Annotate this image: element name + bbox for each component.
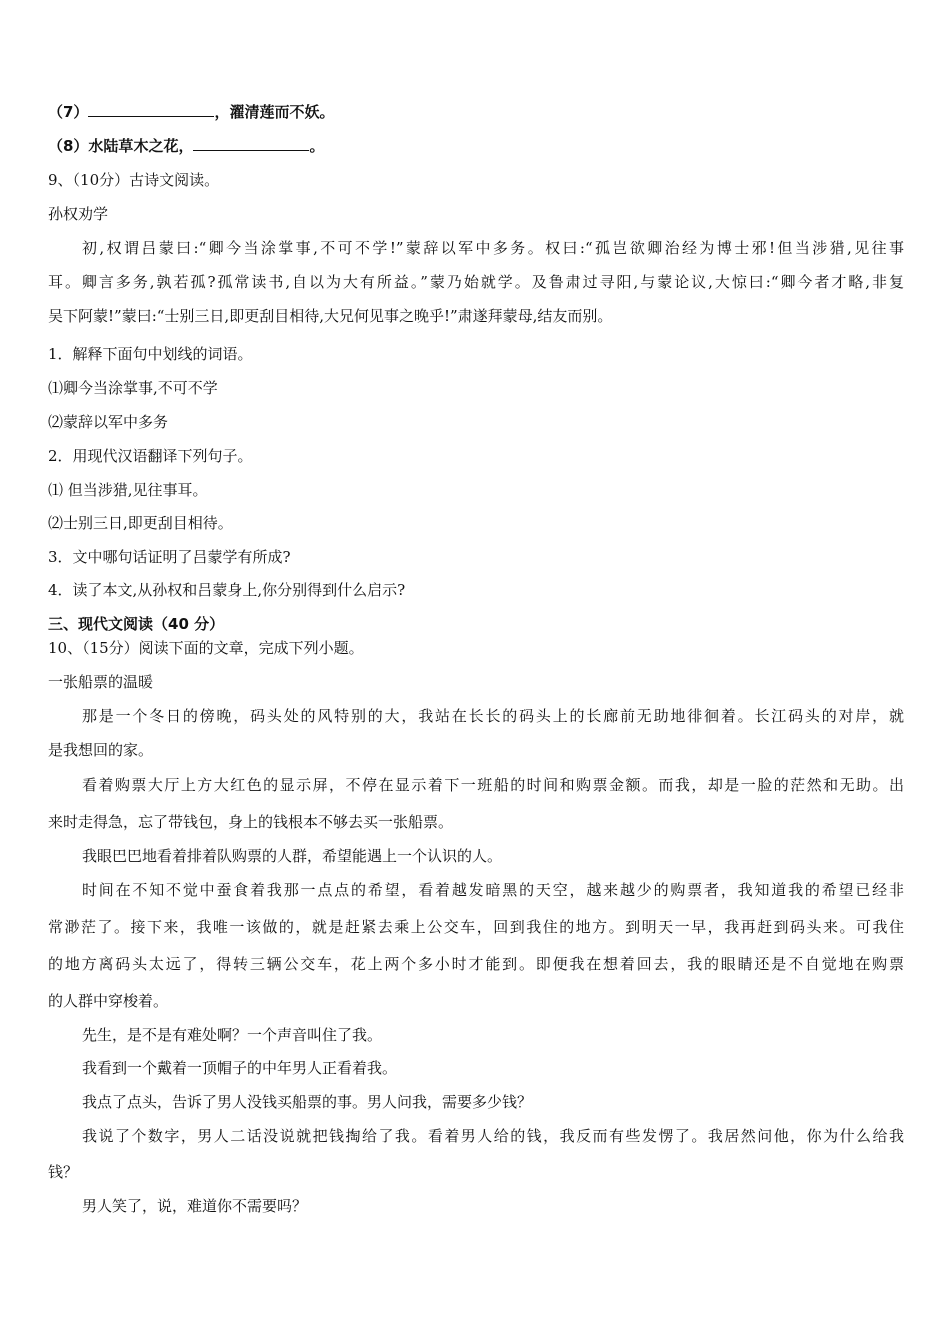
q7-text: ，濯清莲而不妖。 (214, 103, 335, 121)
q7-number: （7） (48, 103, 89, 121)
q9-header: 9、（10分）古诗文阅读。 (48, 171, 220, 189)
article-line: 的地方离码头太远了，得转三辆公交车，花上两个多小时才能到。即便我在想着回去，我的眼睛还是不自觉地在购票 (48, 955, 904, 973)
question-item: 2．用现代汉语翻译下列句子。 (48, 447, 253, 465)
q10-header: 10、（15分）阅读下面的文章，完成下列小题。 (48, 639, 364, 657)
fill-in-q7 (48, 102, 334, 122)
q8-text: （8）水陆草木之花， (48, 137, 194, 155)
article-line: 我说了个数字，男人二话没说就把钱掏给了我。看着男人给的钱，我反而有些发愣了。我居然问他，你为什么给我 (82, 1127, 904, 1145)
q8-answer-blank[interactable] (193, 136, 309, 151)
article-line: 的人群中穿梭着。 (48, 992, 169, 1010)
article-line: 那是一个冬日的傍晚，码头处的风特别的大，我站在长长的码头上的长廊前无助地徘徊着。长江码头的对岸，就 (82, 707, 904, 725)
article-line: 来时走得急，忘了带钱包，身上的钱根本不够去买一张船票。 (48, 813, 454, 831)
article-line: 是我想回的家。 (48, 741, 154, 759)
article-line: 先生，是不是有难处啊？一个声音叫住了我。 (82, 1026, 383, 1044)
article-line: 男人笑了，说，难道你不需要吗？ (82, 1197, 308, 1215)
article-line: 我看到一个戴着一顶帽子的中年男人正看着我。 (82, 1059, 398, 1077)
section-heading: 三、现代文阅读（40 分） (48, 615, 225, 633)
passage-line: 吴下阿蒙!”蒙曰:“士别三日,即更刮目相待,大兄何见事之晚乎!”肃遂拜蒙母,结友而别。 (48, 307, 613, 325)
question-item: 4．读了本文,从孙权和吕蒙身上,你分别得到什么启示? (48, 581, 406, 599)
question-item: ⑵蒙辞以军中多务 (48, 413, 169, 431)
article-title: 一张船票的温暖 (48, 673, 154, 691)
question-item: ⑴卿今当涂掌事,不可不学 (48, 379, 218, 397)
question-item: ⑴ 但当涉猎,见往事耳。 (48, 481, 208, 499)
q8-tail: 。 (309, 137, 325, 155)
passage-line: 耳。卿言多务,孰若孤?孤常读书,自以为大有所益。”蒙乃始就学。及鲁肃过寻阳,与蒙论议,大惊曰:“卿今者才略,非复 (48, 273, 904, 291)
article-line: 常渺茫了。接下来，我唯一该做的，就是赶紧去乘上公交车，回到我住的地方。到明天一早，我再赶到码头来。可我住 (48, 918, 904, 936)
article-line: 我眼巴巴地看着排着队购票的人群，希望能遇上一个认识的人。 (82, 847, 503, 865)
passage-line: 初,权谓吕蒙曰:“卿今当涂掌事,不可不学!”蒙辞以军中多务。权曰:“孤岂欲卿治经为博士邪!但当涉猎,见往事 (82, 239, 904, 257)
article-line: 钱？ (48, 1163, 79, 1181)
question-item: 1．解释下面句中划线的词语。 (48, 345, 253, 363)
question-item: 3．文中哪句话证明了吕蒙学有所成? (48, 548, 291, 566)
article-line: 时间在不知不觉中蚕食着我那一点点的希望，看着越发暗黑的天空，越来越少的购票者，我知道我的希望已经非 (82, 881, 904, 899)
article-line: 我点了点头，告诉了男人没钱买船票的事。男人问我，需要多少钱？ (82, 1093, 533, 1111)
passage-title: 孙权劝学 (48, 205, 109, 223)
q7-answer-blank[interactable] (88, 102, 214, 117)
fill-in-q8 (48, 136, 324, 156)
article-line: 看着购票大厅上方大红色的显示屏，不停在显示着下一班船的时间和购票金额。而我，却是一脸的茫然和无助。出 (82, 776, 904, 794)
question-item: ⑵士别三日,即更刮目相待。 (48, 514, 233, 532)
